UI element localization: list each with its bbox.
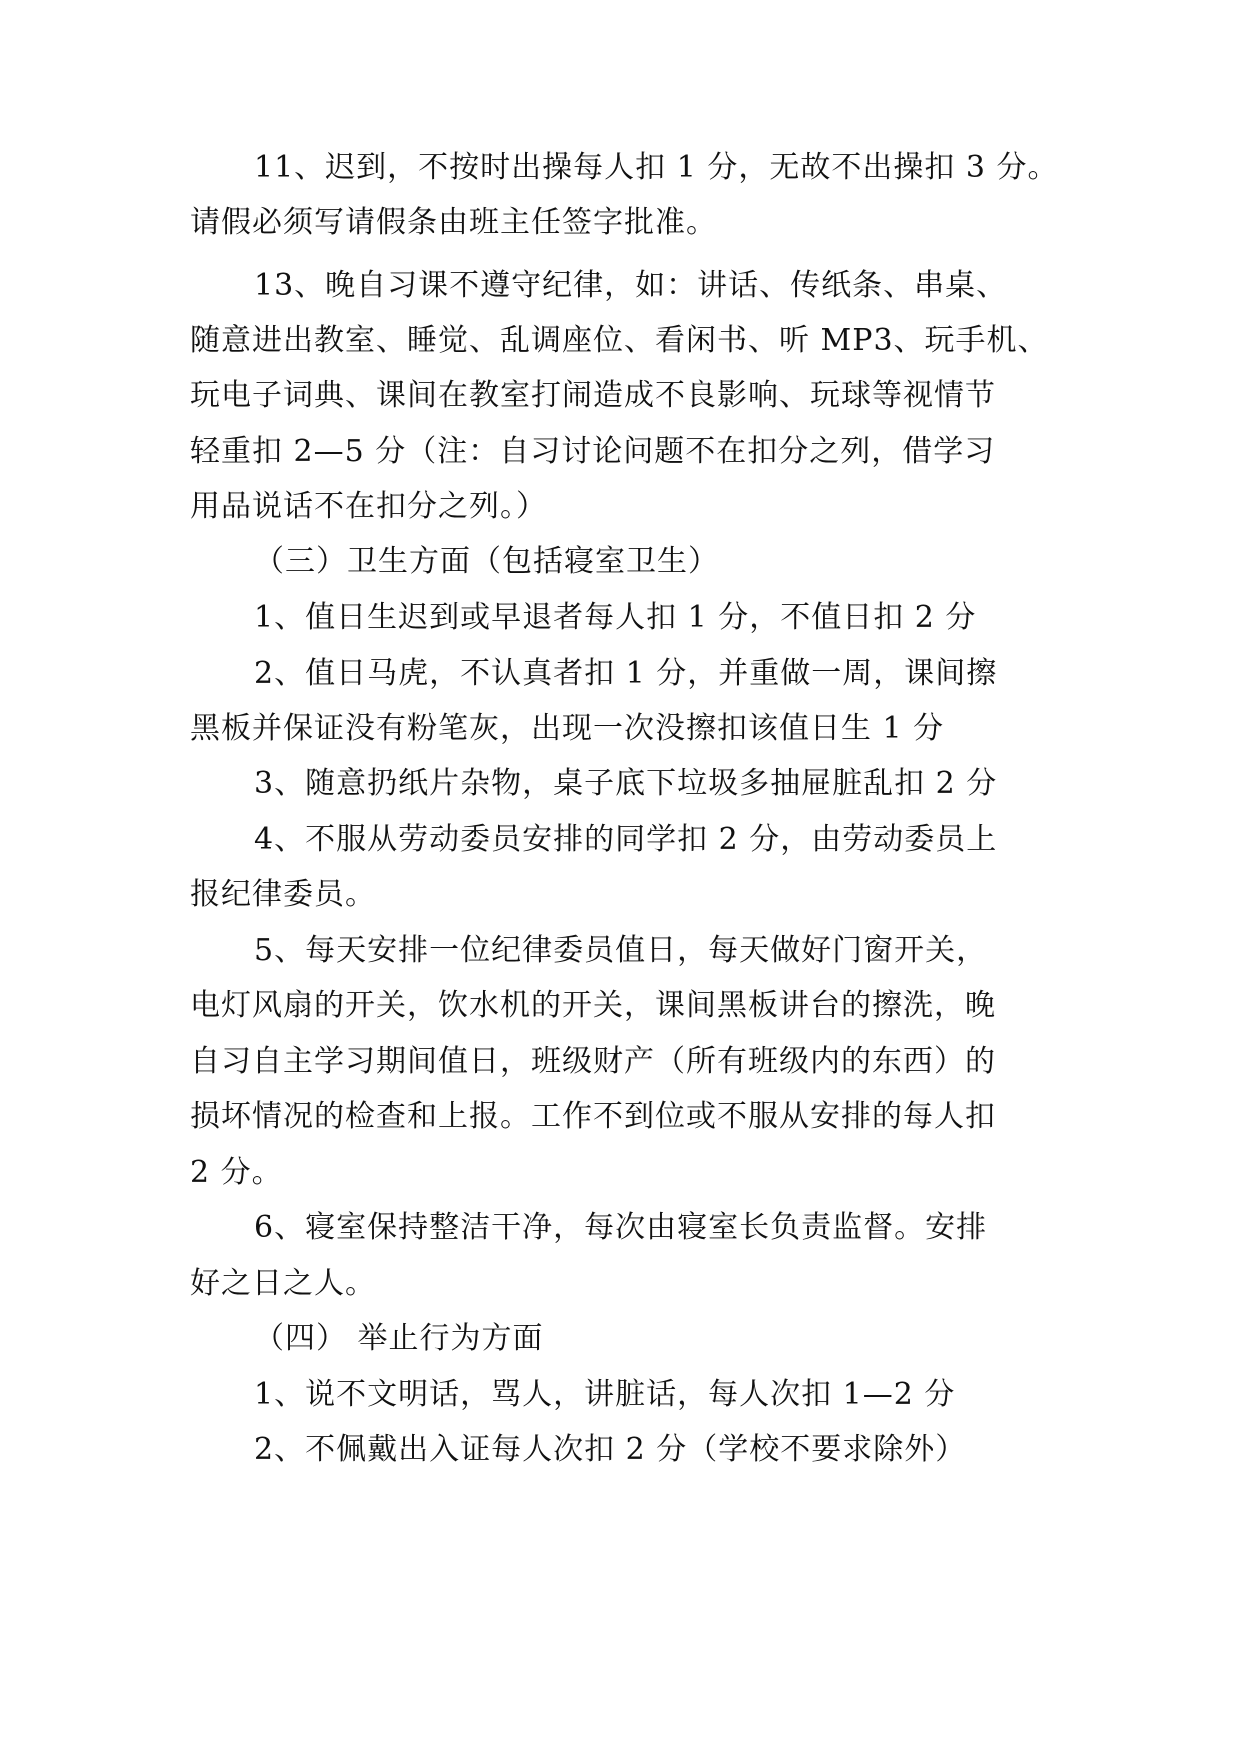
text-line-6: 轻重扣 2—5 分（注：自习讨论问题不在扣分之列，借学习 — [190, 434, 996, 469]
text-line-2: 请假必须写请假条由班主任签字批准。 — [190, 205, 717, 240]
section-heading-hygiene: （三）卫生方面（包括寝室卫生） — [254, 544, 719, 579]
text-line-12: 3、随意扔纸片杂物，桌子底下垃圾多抽屉脏乱扣 2 分 — [254, 766, 998, 801]
text-line-16: 电灯风扇的开关，饮水机的开关，课间黑板讲台的擦洗，晚 — [190, 988, 996, 1023]
text-line-5: 玩电子词典、课间在教室打闹造成不良影响、玩球等视情节 — [190, 378, 996, 413]
text-line-15: 5、每天安排一位纪律委员值日，每天做好门窗开关， — [254, 933, 988, 968]
text-line-23: 1、说不文明话，骂人，讲脏话，每人次扣 1—2 分 — [254, 1377, 956, 1412]
text-line-19: 2 分。 — [190, 1155, 283, 1190]
text-line-24: 2、不佩戴出入证每人次扣 2 分（学校不要求除外） — [254, 1432, 967, 1467]
text-line-11: 黑板并保证没有粉笔灰，出现一次没擦扣该值日生 1 分 — [190, 711, 945, 746]
text-line-10: 2、值日马虎，不认真者扣 1 分，并重做一周，课间擦 — [254, 656, 998, 691]
text-line-3: 13、晚自习课不遵守纪律，如：讲话、传纸条、串桌、 — [254, 268, 1008, 303]
text-line-4: 随意进出教室、睡觉、乱调座位、看闲书、听 MP3、玩手机、 — [190, 323, 1049, 358]
text-line-21: 好之日之人。 — [190, 1266, 376, 1301]
text-line-18: 损坏情况的检查和上报。工作不到位或不服从安排的每人扣 — [190, 1099, 996, 1134]
text-line-1: 11、迟到，不按时出操每人扣 1 分，无故不出操扣 3 分。 — [254, 150, 1059, 185]
text-line-20: 6、寝室保持整洁干净，每次由寝室长负责监督。安排 — [254, 1210, 988, 1245]
section-heading-behavior: （四） 举止行为方面 — [254, 1321, 544, 1356]
text-line-17: 自习自主学习期间值日，班级财产（所有班级内的东西）的 — [190, 1044, 996, 1079]
text-line-14: 报纪律委员。 — [190, 877, 376, 912]
text-line-13: 4、不服从劳动委员安排的同学扣 2 分，由劳动委员上 — [254, 822, 998, 857]
text-line-7: 用品说话不在扣分之列。） — [190, 489, 547, 524]
text-line-9: 1、值日生迟到或早退者每人扣 1 分，不值日扣 2 分 — [254, 600, 977, 635]
